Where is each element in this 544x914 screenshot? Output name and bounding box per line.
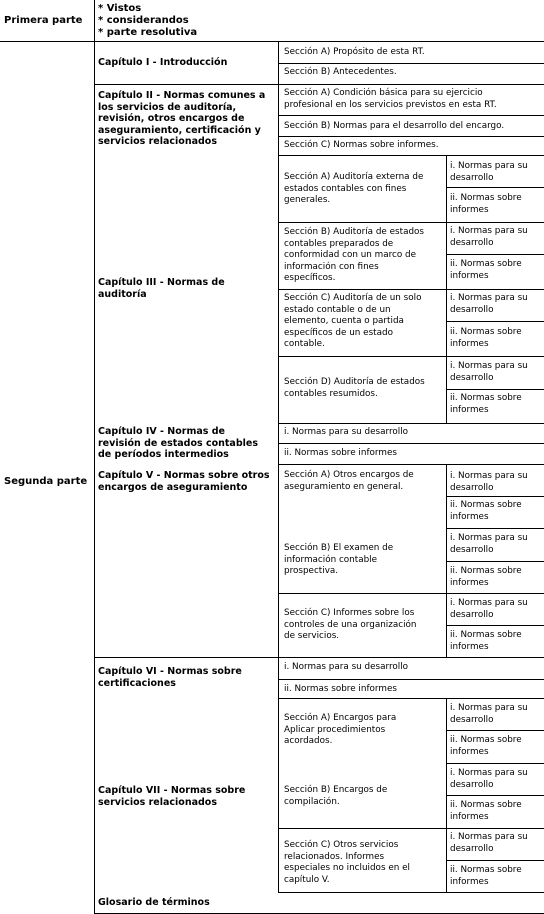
table-rule-horizontal <box>278 222 544 223</box>
table-rule-horizontal <box>446 860 544 861</box>
table-rule-horizontal <box>278 892 544 893</box>
cap2-seccion-c: Sección C) Normas sobre informes. <box>284 140 439 150</box>
cap3-seca-i: i. Normas para su desarrollo <box>450 161 528 183</box>
table-rule-horizontal <box>278 828 544 829</box>
table-rule-horizontal <box>446 795 544 796</box>
table-rule-horizontal <box>446 561 544 562</box>
glosario-title: Glosario de términos <box>98 897 210 908</box>
table-rule-horizontal <box>278 289 544 290</box>
table-rule-horizontal <box>278 63 544 64</box>
cap3-secd-i: i. Normas para su desarrollo <box>450 361 528 383</box>
table-rule-horizontal <box>278 155 544 156</box>
cap5-seccion-a: Sección A) Otros encargos de aseguramiento en general. <box>284 470 414 492</box>
cap7-seccion-a: Sección A) Encargos para Aplicar procedimientos acordados. <box>284 713 397 747</box>
table-rule-horizontal <box>0 41 544 42</box>
capitulo-iii-title: Capítulo III - Normas de auditoría <box>98 277 225 300</box>
primera-parte-label: Primera parte <box>4 15 83 26</box>
cap5-secb-i: i. Normas para su desarrollo <box>450 533 528 555</box>
cap7-secc-i: i. Normas para su desarrollo <box>450 832 528 854</box>
capitulo-vi-title: Capítulo VI - Normas sobre certificaciones <box>98 666 242 689</box>
cap7-seca-i: i. Normas para su desarrollo <box>450 703 528 725</box>
cap7-secc-ii: ii. Normas sobre informes <box>450 865 522 887</box>
cap2-seccion-b: Sección B) Normas para el desarrollo del encargo. <box>284 121 505 131</box>
table-rule-horizontal <box>446 254 544 255</box>
segunda-parte-label: Segunda parte <box>4 476 88 487</box>
cap1-seccion-b: Sección B) Antecedentes. <box>284 67 397 77</box>
capitulo-vii-title: Capítulo VII - Normas sobre servicios relacionados <box>98 785 246 808</box>
cap3-secc-ii: ii. Normas sobre informes <box>450 327 522 349</box>
cap3-seca-ii: ii. Normas sobre informes <box>450 193 522 215</box>
table-rule-horizontal <box>94 657 544 658</box>
table-rule-horizontal <box>446 321 544 322</box>
cap4-item-i: i. Normas para su desarrollo <box>284 427 409 437</box>
table-rule-horizontal <box>446 528 544 529</box>
table-rule-vertical <box>446 155 447 423</box>
table-rule-vertical <box>278 41 279 892</box>
table-rule-horizontal <box>278 443 544 444</box>
table-rule-horizontal <box>446 187 544 188</box>
cap3-secd-ii: ii. Normas sobre informes <box>450 393 522 415</box>
table-rule-vertical <box>94 0 95 913</box>
cap7-secb-ii: ii. Normas sobre informes <box>450 800 522 822</box>
table-rule-horizontal <box>278 679 544 680</box>
cap3-seccion-a: Sección A) Auditoría externa de estados contables con fines generales. <box>284 172 424 206</box>
table-rule-vertical <box>446 698 447 892</box>
table-rule-horizontal <box>446 389 544 390</box>
cap3-secb-i: i. Normas para su desarrollo <box>450 226 528 248</box>
table-rule-vertical <box>446 464 447 657</box>
table-rule-horizontal <box>446 625 544 626</box>
table-rule-horizontal <box>278 136 544 137</box>
cap5-seccion-b: Sección B) El examen de información contable prospectiva. <box>284 543 394 577</box>
cap5-seca-ii: ii. Normas sobre informes <box>450 500 522 522</box>
cap4-item-ii: ii. Normas sobre informes <box>284 448 397 458</box>
cap6-item-i: i. Normas para su desarrollo <box>284 662 409 672</box>
table-rule-horizontal <box>446 496 544 497</box>
cap7-seca-ii: ii. Normas sobre informes <box>450 735 522 757</box>
cap5-seca-i: i. Normas para su desarrollo <box>450 471 528 493</box>
cap7-secb-i: i. Normas para su desarrollo <box>450 768 528 790</box>
table-rule-horizontal <box>278 698 544 699</box>
capitulo-ii-title: Capítulo II - Normas comunes a los servicios de auditoría, revisión, otros encargos de aseguramiento, certificación y servicios relacionados <box>98 90 266 147</box>
cap5-secb-ii: ii. Normas sobre informes <box>450 566 522 588</box>
cap7-seccion-b: Sección B) Encargos de compilación. <box>284 785 388 807</box>
table-rule-horizontal <box>446 730 544 731</box>
capitulo-i-title: Capítulo I - Introducción <box>98 57 228 68</box>
cap3-seccion-b: Sección B) Auditoría de estados contables preparados de conformidad con un marco de información con fines específicos. <box>284 227 425 284</box>
table-rule-horizontal <box>446 763 544 764</box>
primera-parte-items: * Vistos * considerandos * parte resolutiva <box>98 3 198 38</box>
cap3-secb-ii: ii. Normas sobre informes <box>450 259 522 281</box>
cap2-seccion-a: Sección A) Condición básica para su ejercicio profesional en los servicios previstos en esta RT. <box>284 88 497 110</box>
cap7-seccion-c: Sección C) Otros servicios relacionados. Informes especiales no incluidos en el capítulo V. <box>284 840 410 885</box>
table-rule-horizontal <box>278 423 544 424</box>
cap3-seccion-c: Sección C) Auditoría de un solo estado contable o de un elemento, cuenta o partida específicos de un estado contable. <box>284 293 422 350</box>
cap6-item-ii: ii. Normas sobre informes <box>284 684 397 694</box>
capitulo-iv-title: Capítulo IV - Normas de revisión de estados contables de períodos intermedios <box>98 426 259 460</box>
cap5-seccion-c: Sección C) Informes sobre los controles de una organización de servicios. <box>284 608 417 642</box>
table-rule-horizontal <box>278 115 544 116</box>
cap3-seccion-d: Sección D) Auditoría de estados contables resumidos. <box>284 377 425 399</box>
cap5-secc-ii: ii. Normas sobre informes <box>450 630 522 652</box>
capitulo-v-title: Capítulo V - Normas sobre otros encargos de aseguramiento <box>98 470 270 493</box>
cap3-secc-i: i. Normas para su desarrollo <box>450 293 528 315</box>
cap1-seccion-a: Sección A) Propósito de esta RT. <box>284 47 425 57</box>
table-rule-horizontal <box>278 593 544 594</box>
table-rule-horizontal <box>94 84 544 85</box>
cap5-secc-i: i. Normas para su desarrollo <box>450 598 528 620</box>
table-rule-horizontal <box>278 464 544 465</box>
table-rule-horizontal <box>278 356 544 357</box>
